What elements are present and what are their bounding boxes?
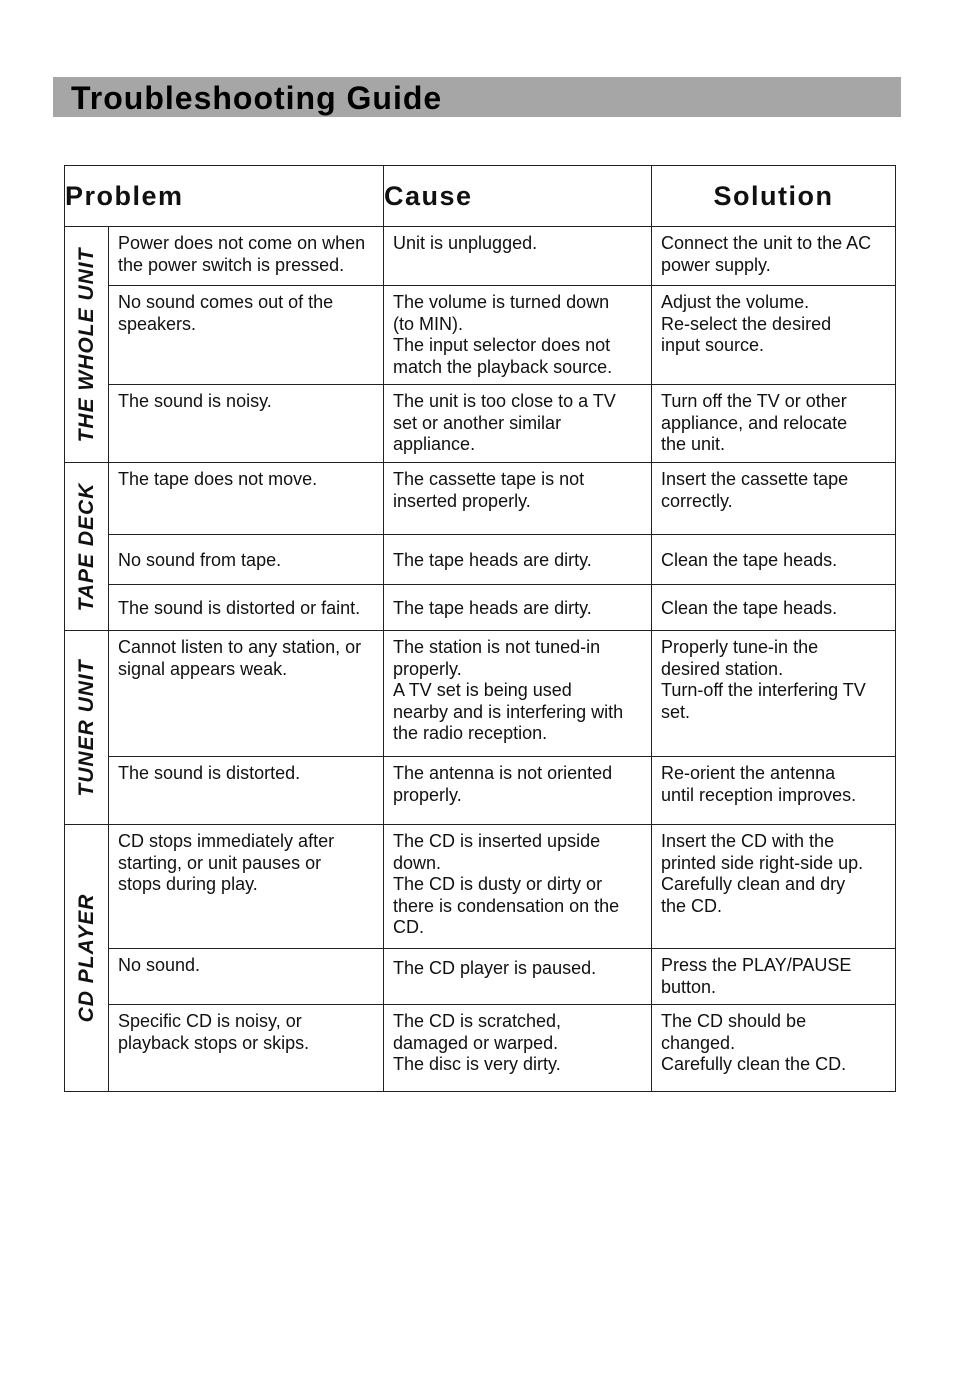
solution-cell: The CD should be changed. Carefully clean the CD. — [652, 1005, 896, 1092]
table-row — [65, 385, 896, 463]
cause-cell: The CD player is paused. — [384, 949, 652, 1005]
cause-cell: The station is not tuned-in properly. A TV set is being used nearby and is interfering with the radio reception. — [384, 631, 652, 757]
solution-cell: Clean the tape heads. — [652, 585, 896, 631]
table-row — [65, 1005, 896, 1092]
section-label: TAPE DECK — [74, 482, 98, 611]
problem-cell: The tape does not move. — [109, 463, 384, 535]
table-row — [65, 757, 896, 825]
problem-cell: The sound is noisy. — [109, 385, 384, 463]
cause-cell: The unit is too close to a TV set or another similar appliance. — [384, 385, 652, 463]
solution-cell: Adjust the volume. Re-select the desired input source. — [652, 286, 896, 385]
cause-cell: The tape heads are dirty. — [384, 585, 652, 631]
cause-cell: The cassette tape is not inserted properly. — [384, 463, 652, 535]
table-row — [65, 949, 896, 1005]
problem-cell: No sound. — [109, 949, 384, 1005]
solution-cell: Turn off the TV or other appliance, and relocate the unit. — [652, 385, 896, 463]
solution-cell: Insert the CD with the printed side right-side up. Carefully clean and dry the CD. — [652, 825, 896, 949]
problem-cell: The sound is distorted. — [109, 757, 384, 825]
header-cause: Cause — [384, 166, 652, 227]
table-row — [65, 631, 896, 757]
solution-cell: Press the PLAY/PAUSE button. — [652, 949, 896, 1005]
table-row — [65, 825, 896, 949]
solution-cell: Properly tune-in the desired station. Turn-off the interfering TV set. — [652, 631, 896, 757]
problem-cell: Cannot listen to any station, or signal appears weak. — [109, 631, 384, 757]
cause-cell: Unit is unplugged. — [384, 227, 652, 286]
cause-cell: The volume is turned down (to MIN). The input selector does not match the playback source. — [384, 286, 652, 385]
table-row — [65, 286, 896, 385]
problem-cell: Power does not come on when the power switch is pressed. — [109, 227, 384, 286]
section-the-whole-unit — [65, 227, 109, 463]
troubleshooting-table — [64, 165, 896, 1092]
section-cd-player — [65, 825, 109, 1092]
problem-cell: The sound is distorted or faint. — [109, 585, 384, 631]
table-row — [65, 585, 896, 631]
solution-cell: Insert the cassette tape correctly. — [652, 463, 896, 535]
problem-cell: Specific CD is noisy, or playback stops or skips. — [109, 1005, 384, 1092]
title-bar — [53, 77, 901, 117]
table-row — [65, 463, 896, 535]
cause-cell: The antenna is not oriented properly. — [384, 757, 652, 825]
table-row — [65, 227, 896, 286]
header-row — [65, 166, 896, 227]
solution-cell: Clean the tape heads. — [652, 535, 896, 585]
table-row — [65, 535, 896, 585]
solution-cell: Connect the unit to the AC power supply. — [652, 227, 896, 286]
cause-cell: The CD is inserted upside down. The CD is dusty or dirty or there is condensation on the CD. — [384, 825, 652, 949]
section-label: THE WHOLE UNIT — [74, 247, 98, 442]
section-tuner-unit — [65, 631, 109, 825]
header-problem: Problem — [65, 166, 384, 227]
problem-cell: CD stops immediately after starting, or unit pauses or stops during play. — [109, 825, 384, 949]
page-title: Troubleshooting Guide — [71, 80, 443, 116]
solution-cell: Re-orient the antenna until reception improves. — [652, 757, 896, 825]
cause-cell: The CD is scratched, damaged or warped. The disc is very dirty. — [384, 1005, 652, 1092]
cause-cell: The tape heads are dirty. — [384, 535, 652, 585]
section-label: TUNER UNIT — [74, 658, 98, 797]
header-solution: Solution — [652, 166, 896, 227]
problem-cell: No sound from tape. — [109, 535, 384, 585]
section-label: CD PLAYER — [74, 893, 98, 1023]
section-tape-deck — [65, 463, 109, 631]
problem-cell: No sound comes out of the speakers. — [109, 286, 384, 385]
